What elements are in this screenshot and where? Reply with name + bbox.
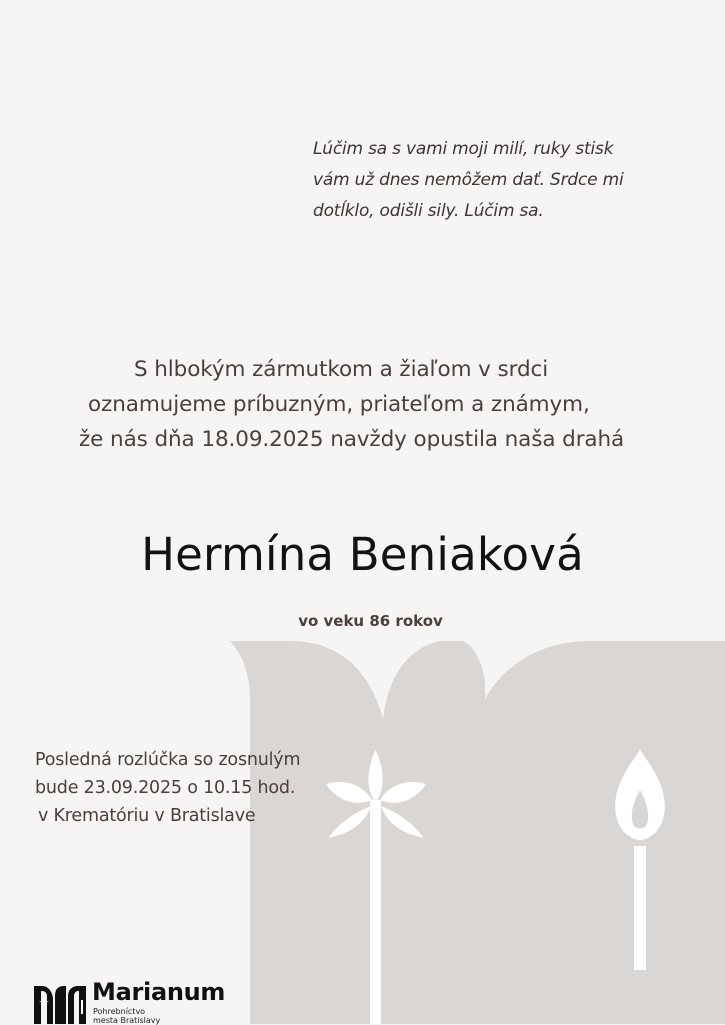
logo-subtitle: [93, 1007, 193, 1025]
flower-stem: [370, 800, 381, 1024]
logo-name: Marianum: [92, 978, 226, 1006]
poem-line: Lúčim sa s vami moji milí, ruky stisk: [313, 139, 614, 159]
poem-line: vám už dnes nemôžem dať. Srdce mi: [313, 170, 624, 190]
deceased-age: vo veku 86 rokov: [298, 612, 443, 630]
funeral-details: [35, 746, 355, 830]
announcement-line: S hlbokým zármutkom a žiaľom v srdci: [134, 357, 549, 382]
funeral-line: Posledná rozlúčka so zosnulým: [35, 750, 301, 770]
funeral-line: bude 23.09.2025 o 10.15 hod.: [35, 778, 296, 798]
logo-candle-mark: [81, 1000, 83, 1014]
logo-mark-shape: [34, 986, 86, 1024]
announcement-line: oznamujeme príbuzným, priateľom a známym,: [88, 392, 590, 417]
marianum-logo: [34, 978, 224, 1024]
deceased-name: Hermína Beniaková: [141, 528, 584, 581]
candle-body: [634, 846, 646, 970]
farewell-poem: [313, 134, 653, 227]
funeral-line: v Krematóriu v Bratislave: [38, 806, 256, 826]
m-emblem-middle: [382, 641, 485, 1024]
death-announcement: [0, 352, 725, 457]
logo-subtitle-line: mesta Bratislavy: [93, 1016, 161, 1025]
announcement-line: že nás dňa 18.09.2025 navždy opustila naša drahá: [79, 427, 625, 452]
marianum-logo-icon: [34, 982, 86, 1024]
poem-line: dotĺklo, odišli sily. Lúčim sa.: [313, 201, 544, 221]
logo-subtitle-line: Pohrebníctvo: [93, 1007, 146, 1016]
m-emblem-right: [470, 641, 725, 1024]
